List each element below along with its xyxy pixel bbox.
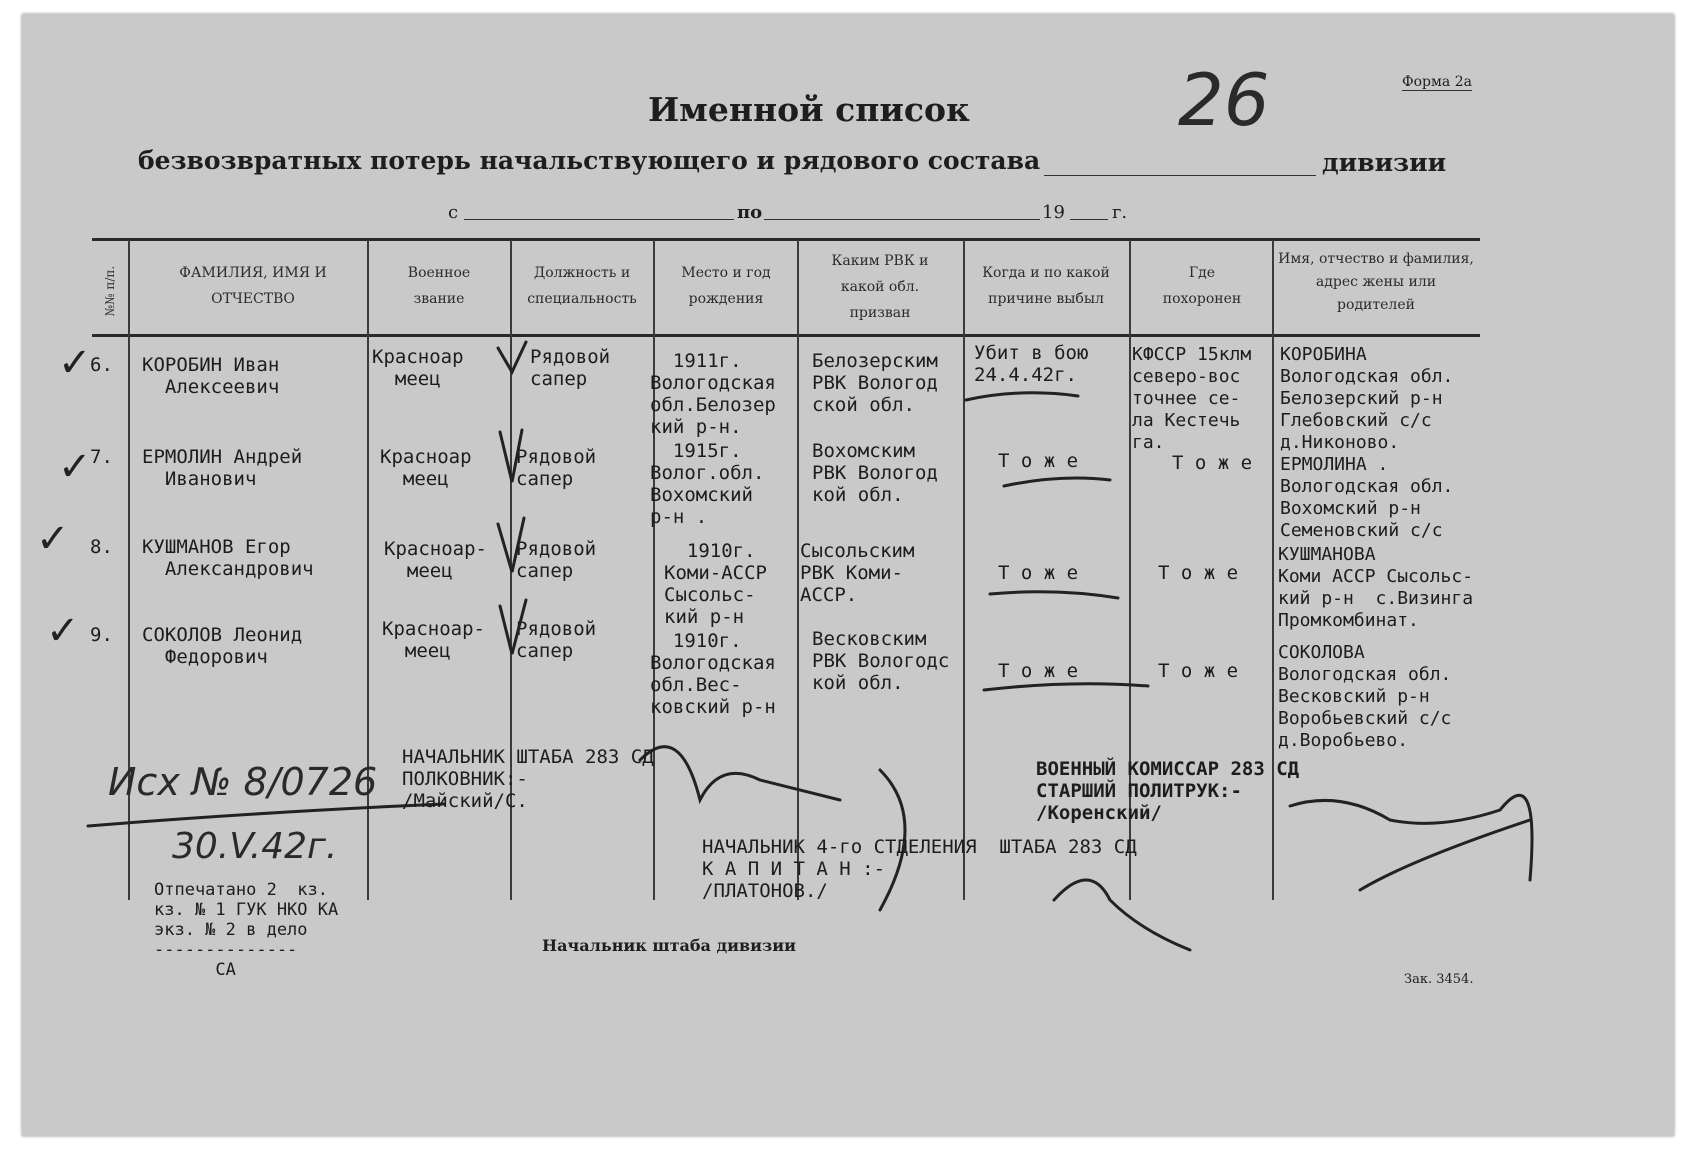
row-number: 6. <box>90 354 113 376</box>
print-note: Отпечатано 2 кз. кз. № 1 ГУК НКО КА экз. № 2 в дело -------------- СА <box>154 880 339 980</box>
form-label: Форма 2а <box>1402 74 1472 90</box>
check-mark-icon: ✓ <box>58 444 92 490</box>
row-position: Рядовой сапер <box>530 346 611 390</box>
header-rvk: Каким РВК и какой обл. призван <box>831 253 929 321</box>
check-mark-icon: ✓ <box>58 340 92 386</box>
row-rvk: Весковским РВК Вологодс кой обл. <box>812 628 950 694</box>
row-number: 7. <box>90 446 113 468</box>
row-rvk: Сысольским РВК Коми- АССР. <box>800 540 915 606</box>
handwritten-number: 26 <box>1178 58 1270 142</box>
row-relatives: КУШМАНОВА Коми АССР Сысольс- кий р-н с.Визинга Промкомбинат. <box>1278 544 1474 631</box>
header-name: ФАМИЛИЯ, ИМЯ И ОТЧЕСТВО <box>179 265 327 307</box>
row-relatives: СОКОЛОВА Вологодская обл. Весковский р-н Воробьевский с/с д.Воробьево. <box>1278 642 1452 751</box>
document-title: Именной список <box>648 90 970 129</box>
row-position: Рядовой сапер <box>516 618 597 662</box>
header-buried: Где похоронен <box>1162 265 1242 307</box>
check-mark-icon: ✓ <box>36 516 70 562</box>
row-rvk: Белозерским РВК Вологод ской обл. <box>812 350 938 416</box>
row-relatives: КОРОБИНА Вологодская обл. Белозерский р-н Глебовский с/с д.Никоново. <box>1280 344 1454 453</box>
header-position: Должность и специальность <box>527 265 637 307</box>
header-relatives: Имя, отчество и фамилия, адрес жены или родителей <box>1278 251 1474 313</box>
signature-chief-of-staff: НАЧАЛЬНИК ШТАБА 283 СД ПОЛКОВНИК:- /Майский/С. <box>402 746 654 812</box>
footer-caption: Начальник штаба дивизии <box>542 936 796 955</box>
header-rank: Военное звание <box>407 265 471 307</box>
row-when: Убит в бою 24.4.42г. <box>974 342 1089 386</box>
header-birth: Место и год рождения <box>681 265 771 307</box>
check-mark-icon: ✓ <box>46 608 80 654</box>
row-when: Т о ж е <box>998 562 1079 584</box>
row-name: КОРОБИН Иван Алексеевич <box>142 354 280 398</box>
signature-commissar: ВОЕННЫЙ КОМИССАР 283 СД СТАРШИЙ ПОЛИТРУК:- /Коренский/ <box>1036 758 1300 824</box>
row-rank: Красноар меец <box>380 446 472 490</box>
row-rvk: Вохомским РВК Вологод кой обл. <box>812 440 938 506</box>
row-birth: 1910г. Коми-АССР Сысольс- кий р-н <box>664 540 767 628</box>
row-birth: 1910г. Вологодская обл.Вес- ковский р-н <box>650 630 776 718</box>
row-buried: Т о ж е <box>1158 562 1239 584</box>
row-when: Т о ж е <box>998 450 1079 472</box>
row-birth: 1911г. Вологодская обл.Белозер кий р-н. <box>650 350 776 438</box>
handwritten-date: 30.V.42г. <box>172 826 338 867</box>
row-name: СОКОЛОВ Леонид Федорович <box>142 624 303 668</box>
period-from-label: с <box>448 202 459 223</box>
row-position: Рядовой сапер <box>516 446 597 490</box>
row-rank: Красноар меец <box>372 346 464 390</box>
row-number: 9. <box>90 624 113 646</box>
subtitle-division: дивизии <box>1322 148 1447 177</box>
row-rank: Красноар- меец <box>384 538 487 582</box>
row-number: 8. <box>90 536 113 558</box>
period-year-label: 19 <box>1042 202 1065 223</box>
period-to-label: по <box>737 202 763 223</box>
row-position: Рядовой сапер <box>516 538 597 582</box>
row-when: Т о ж е <box>998 660 1079 682</box>
row-name: КУШМАНОВ Егор Александрович <box>142 536 314 580</box>
row-name: ЕРМОЛИН Андрей Иванович <box>142 446 303 490</box>
row-relatives: ЕРМОЛИНА . Вологодская обл. Вохомский р-н Семеновский с/с <box>1280 454 1454 541</box>
header-when: Когда и по какой причине выбыл <box>982 265 1110 307</box>
row-buried: Т о ж е <box>1158 660 1239 682</box>
period-year-suffix: г. <box>1112 202 1128 223</box>
header-number: №№ п/п. <box>103 265 117 317</box>
row-birth: 1915г. Волог.обл. Вохомский р-н . <box>650 440 765 528</box>
row-rank: Красноар- меец <box>382 618 485 662</box>
document-subtitle: безвозвратных потерь начальствующего и рядового состава <box>138 146 1041 175</box>
row-buried: Т о ж е <box>1172 452 1253 474</box>
order-number: Зак. 3454. <box>1404 972 1474 987</box>
signature-section-chief: НАЧАЛЬНИК 4-го СТДЕЛЕНИЯ ШТАБА 283 СД К А П И Т А Н :- /ПЛАТОНОВ./ <box>702 836 1137 902</box>
row-buried: КФССР 15клм северо-вос точнее се- ла Кестечь га. <box>1132 344 1252 453</box>
handwritten-outgoing-number: Исх № 8/0726 <box>108 760 378 804</box>
